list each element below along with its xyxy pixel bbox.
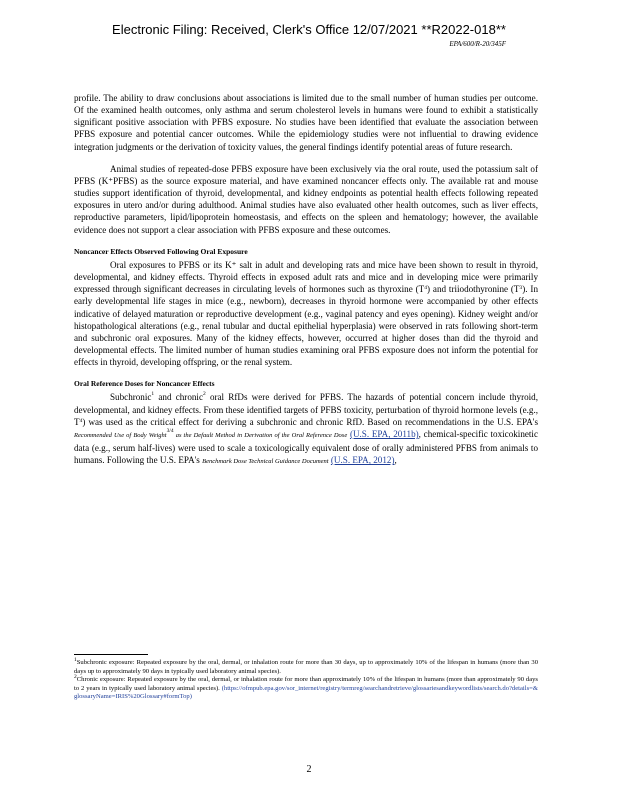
text-run: oral RfDs were derived for PFBS. The hazards of potential concern include thyroid, developmental, and kidney effects. From these identified targets of PFBS toxicity, perturbation of thyroid hormone levels (e.g., T: [74, 392, 538, 427]
footnote-1: [74, 659, 538, 676]
paragraph-oral-exposure: [74, 259, 538, 368]
exponent: 3/4: [166, 427, 174, 434]
citation-link[interactable]: (U.S. EPA, 2012): [330, 455, 395, 466]
footnote-divider: [74, 654, 148, 655]
text-run: Subchronic: [110, 392, 152, 403]
footnote-2: [74, 676, 538, 702]
citation-link[interactable]: (U.S. EPA, 2011b): [349, 428, 419, 439]
text-run: , chemical-specific toxicokinetic data (e.g., serum half-lives) were used to scale a toxicologically equivalent dose of orally administered PFBS from animals to humans. Following the U.S. EPA's: [74, 428, 538, 466]
filing-stamp: Electronic Filing: Received, Clerk's Office 12/07/2021 **R2022-018**: [112, 22, 506, 37]
footnote-number: 2: [74, 674, 77, 681]
subscript: 4: [79, 417, 83, 424]
text-run: and chronic: [154, 392, 203, 403]
paragraph-animal-studies: Animal studies of repeated-dose PFBS exposure have been exclusively via the oral route, used the potassium salt of PFBS (K⁺PFBS) as the source exposure material, and have examined noncancer effects only. The available rat and mouse studies support identification of thyroid, developmental, and kidney endpoints as potential health effects following repeated exposures in utero and/or during adulthood. Animal studies have also evaluated other health outcomes, such as liver effects, reproductive parameters, lipid/lipoprotein homeostasis, and effects on the spleen and hematology; however, the available evidence does not support a clear association with PFBS exposure and these outcomes.: [74, 163, 538, 235]
footnote-text: Chronic exposure: Repeated exposure by the oral, dermal, or inhalation route for more than approximately 10% of the lifespan in humans (more than approximately 90 days to 2 years in typically used laboratory animal species).: [74, 676, 538, 692]
glossary-link[interactable]: (https://ofmpub.epa.gov/sor_internet/registry/termreg/searchandretrieve/glossariesandkeywordlists/search.do?details=&glossaryName=IRIS%20Glossary#formTop): [74, 684, 538, 701]
text-run: ) was used as the critical effect for deriving a subchronic and chronic RfD. Based on recommendations in the U.S. EPA's: [82, 416, 538, 427]
section-heading-noncancer-effects: Noncancer Effects Observed Following Oral Exposure: [74, 246, 248, 256]
section-heading-reference-doses: Oral Reference Doses for Noncancer Effects: [74, 379, 215, 389]
subscript: 3: [519, 285, 523, 292]
document-title-italic: Recommended Use of Body Weight: [74, 431, 167, 439]
footnote-number: 1: [74, 657, 77, 663]
text-run: ) and triiodothyronine (T: [427, 284, 520, 295]
document-title-italic: Benchmark Dose Technical Guidance Document: [202, 458, 329, 466]
footnote-ref-2[interactable]: 2: [202, 391, 206, 398]
page-number: 2: [306, 764, 312, 775]
footnote-text: Subchronic exposure: Repeated exposure by the oral, dermal, or inhalation route for more than 30 days, up to approximately 10% of the lifespan in humans (more than 30 days up to approximately 90 days in typically used laboratory animal species).: [74, 659, 538, 675]
document-id: EPA/600/R-20/345F: [449, 40, 506, 48]
subscript: 4: [424, 285, 427, 292]
document-body: [74, 92, 538, 478]
footnote-ref-1[interactable]: 1: [151, 391, 155, 398]
document-title-italic: as the Default Method in Derivation of the Oral Reference Dose: [173, 431, 348, 439]
text-run: ,: [394, 455, 397, 466]
text-run: Oral exposures to PFBS or its K⁺ salt in adult and developing rats and mice have been shown to result in thyroid, developmental, and kidney effects. Thyroid effects in exposed adult rats and mice and in developing mice were primarily expressed through significant decreases in circulating levels of hormones such as thyroxine (T: [74, 259, 538, 295]
text-run: ). In early developmental life stages in mice (e.g., newborn), decreases in thyroid hormone were accompanied by other effects indicative of delayed maturation or reproductive development (e.g., vaginal patency and eyes opening). Kidney weight and/or histopathological alterations (e.g., renal tubular and ductal epithelial hyperplasia) were observed in rats following short-term and subchronic oral exposures. Many of the kidney effects, however, occurred at higher doses than did the thyroid and developmental effects. The limited number of human studies examining oral PFBS exposure does not inform the potential for effects in thyroid, developing offspring, or the renal system.: [74, 284, 539, 368]
footnotes: [74, 659, 538, 702]
paragraph-reference-doses: [74, 391, 538, 468]
paragraph-profile: profile. The ability to draw conclusions about associations is limited due to the small number of human studies per outcome. Of the examined health outcomes, only asthma and serum cholesterol levels in humans were found to exhibit a statistically significant positive association with PFBS exposure. No studies have been identified that evaluate the association between PFBS exposure and potential cancer outcomes. While the epidemiology studies were not influential to drawing evidence integration judgments or the derivation of toxicity values, the general findings identify potential areas of future research.: [74, 93, 538, 152]
